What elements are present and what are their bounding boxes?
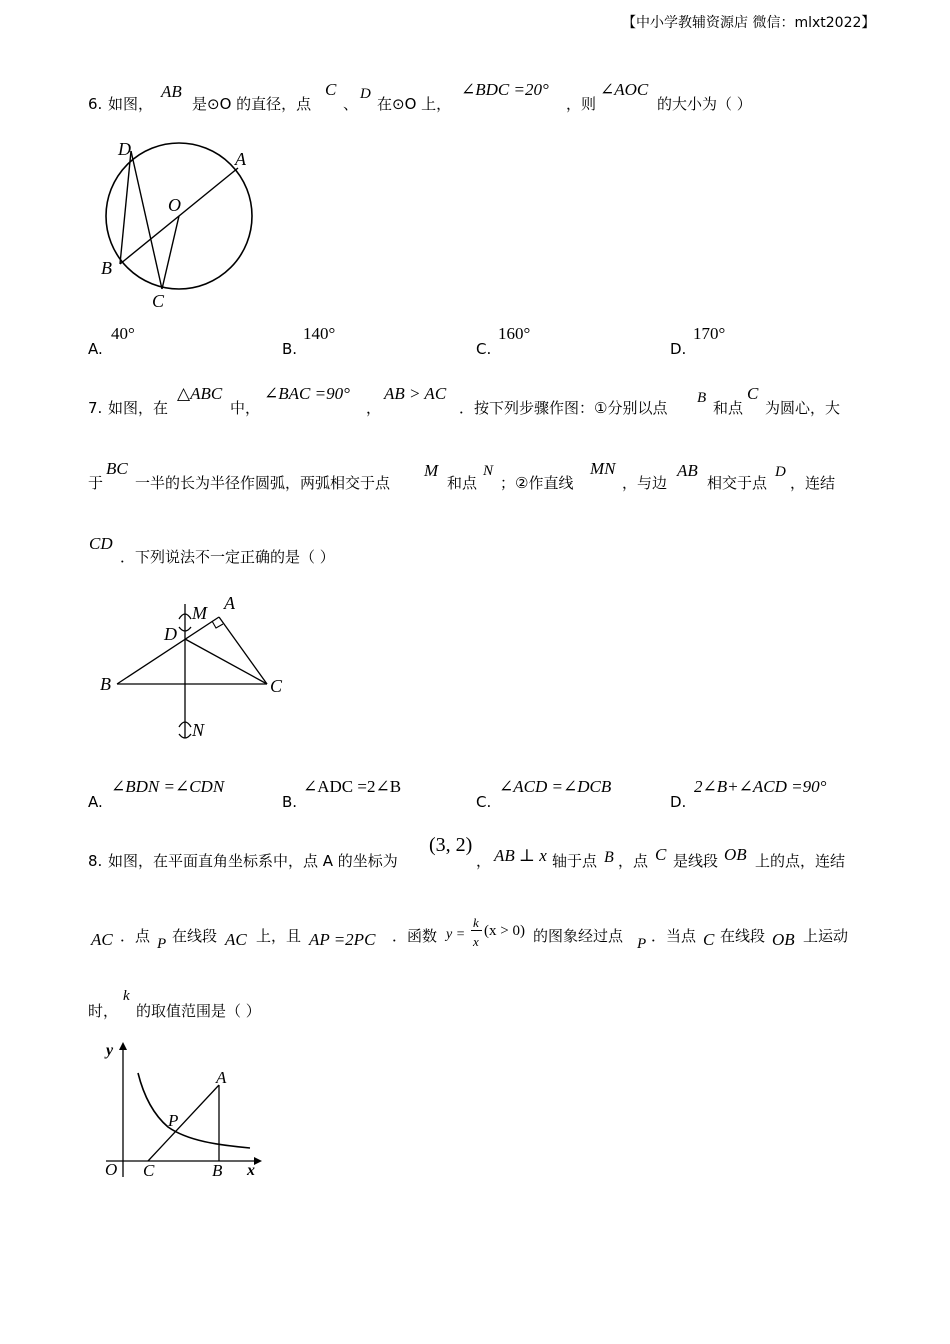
q7-l2-math-2: M (424, 461, 439, 480)
q8-hyperbola (138, 1073, 250, 1148)
q6-chord-dc (131, 151, 162, 289)
q8-l1-text-3: 轴于点 (552, 852, 598, 870)
q6-option-b-value[interactable]: 140° (303, 324, 336, 343)
q7-l2-text-6: 相交于点 (707, 474, 768, 492)
q8-func-y: y = (446, 927, 466, 942)
q6-math-ab: AB (161, 82, 182, 101)
q8-l2-text-5: 的图象经过点 (533, 927, 624, 945)
q7-l2-math-6: D (775, 464, 786, 480)
q7-label-n: N (192, 720, 205, 740)
q6-math-d: D (360, 86, 371, 102)
q7-l1-text-5: 和点 (713, 399, 744, 417)
q6-math-c: C (325, 80, 337, 99)
q8-y-axis-arrow (119, 1042, 127, 1050)
q7-l1-math-5: C (747, 384, 759, 403)
q7-label-c: C (270, 676, 283, 696)
q8-l2-math-5: P (637, 936, 647, 952)
q8-l3-text-2: 的取值范围是（ ） (136, 1002, 261, 1020)
q8-l1-math-2: AB ⊥ x (494, 846, 547, 865)
q7-l2-math-5: AB (677, 461, 698, 480)
q6-label-o: O (168, 195, 181, 215)
q7-number: 7. (88, 399, 103, 417)
q7-l1-math-1: △ABC (177, 384, 223, 403)
q8-l2-text-4: ．函数 (392, 927, 438, 945)
q7-l3-math-1: CD (89, 534, 113, 553)
q8-l1-text-5: 是线段 (673, 852, 719, 870)
q8-l2-math-7: OB (772, 930, 795, 949)
q7-option-b-letter[interactable]: B. (282, 793, 298, 811)
q6-option-a-value[interactable]: 40° (111, 324, 135, 343)
q7-right-angle-mark (212, 621, 223, 628)
q7-l2-math-3: N (483, 463, 494, 479)
q7-l2-text-1: 于 (88, 474, 104, 492)
q6-math-angle: ∠BDC =20° (461, 80, 549, 99)
q7-side-ac (219, 617, 267, 684)
q8-func-fraction-bar (471, 930, 482, 931)
q6-text-6: 的大小为（ ） (657, 95, 752, 113)
q6-label-d: D (118, 139, 131, 159)
q7-l1-text-2: 中， (230, 399, 261, 417)
q8-l3-text-1: 时， (88, 1002, 119, 1020)
q7-l2-text-4: ；②作直线 (500, 474, 574, 492)
q6-option-c-value[interactable]: 160° (498, 324, 531, 343)
q8-l2-math-1: AC (91, 930, 113, 949)
q7-l1-math-2: ∠BAC =90° (264, 384, 350, 403)
q7-label-b: B (100, 674, 111, 694)
q8-segment-ac (148, 1085, 219, 1161)
q6-text-1: 如图， (108, 95, 154, 113)
q7-l2-text-5: ，与边 (622, 474, 668, 492)
q8-x-axis-arrow (254, 1157, 262, 1165)
q7-option-a-value[interactable]: ∠BDN =∠CDN (111, 777, 225, 796)
q7-option-d-letter[interactable]: D. (670, 793, 687, 811)
q8-l2-math-3: AC (225, 930, 247, 949)
q7-label-m: M (192, 603, 207, 623)
q7-l3-text-1: ．下列说法不一定正确的是（ ） (120, 548, 335, 566)
q8-label-x: x (247, 1162, 255, 1179)
q7-l1-math-4: B (697, 390, 707, 406)
q8-l2-text-3: 上，且 (256, 927, 302, 945)
q6-option-a-letter[interactable]: A. (88, 340, 103, 358)
q8-label-c: C (143, 1161, 155, 1180)
q6-math-aoc: ∠AOC (600, 80, 649, 99)
q8-l2-text-1: ．点 (120, 927, 151, 945)
q7-option-d-value[interactable]: 2∠B+∠ACD =90° (694, 777, 827, 796)
q8-label-a: A (216, 1068, 227, 1087)
q6-number: 6. (88, 95, 103, 113)
q8-l1-math-3: B (604, 849, 614, 866)
q7-l1-text-1: 如图，在 (108, 399, 169, 417)
q8-label-y: y (106, 1042, 114, 1059)
q8-l1-text-1: 如图，在平面直角坐标系中，点 A 的坐标为 (108, 852, 398, 870)
q7-label-a: A (224, 593, 235, 613)
q7-l2-math-1: BC (106, 459, 128, 478)
q8-label-b: B (212, 1161, 223, 1180)
q7-l1-text-4: ．按下列步骤作图：①分别以点 (459, 399, 668, 417)
q6-text-4: 在⊙O 上， (377, 95, 452, 113)
q8-func-numerator: k (473, 915, 479, 930)
q7-l2-text-2: 一半的长为半径作圆弧，两弧相交于点 (135, 474, 391, 492)
q8-l1-math-5: OB (724, 845, 747, 864)
q7-label-d: D (164, 624, 177, 644)
q8-l2-text-8: 上运动 (803, 927, 849, 945)
q8-l2-math-4: AP =2PC (309, 930, 376, 949)
page-header: 【中小学教辅资源店 微信：mlxt2022】 (622, 15, 876, 31)
q6-label-b: B (101, 258, 112, 278)
q6-chord-db (120, 151, 131, 264)
q7-l1-math-3: AB > AC (384, 384, 447, 403)
q7-l2-text-3: 和点 (447, 474, 478, 492)
q8-l2-text-2: 在线段 (172, 927, 218, 945)
q7-option-c-letter[interactable]: C. (476, 793, 492, 811)
q8-l2-math-2: P (157, 936, 167, 952)
q6-option-d-value[interactable]: 170° (693, 324, 726, 343)
q8-l1-text-4: ，点 (618, 852, 649, 870)
q6-figure-circle (95, 135, 265, 310)
q7-figure-triangle (95, 590, 295, 750)
q8-l2-math-6: C (703, 930, 715, 949)
q6-text-5: ，则 (566, 95, 597, 113)
q7-option-a-letter[interactable]: A. (88, 793, 103, 811)
q8-func-denominator: x (473, 934, 479, 949)
q7-segment-cd (185, 639, 267, 684)
q7-option-c-value[interactable]: ∠ACD =∠DCB (499, 777, 612, 796)
q8-label-o: O (105, 1160, 118, 1179)
q8-l1-text-2: ， (476, 852, 492, 870)
q8-l2-text-6: ．当点 (651, 927, 697, 945)
q8-label-p: P (168, 1111, 179, 1130)
q6-label-c: C (152, 291, 165, 310)
q8-func-condition: (x > 0) (484, 923, 525, 939)
q6-option-d-letter[interactable]: D. (670, 340, 687, 358)
q8-figure-coordinate (98, 1035, 268, 1185)
q8-l1-math-1: (3, 2) (429, 834, 473, 856)
q6-text-2: 是⊙O 的直径，点 (192, 95, 312, 113)
q6-label-a: A (235, 149, 246, 169)
q8-l1-text-6: 上的点，连结 (755, 852, 846, 870)
q7-l2-text-7: ，连结 (790, 474, 836, 492)
q8-l1-math-4: C (655, 845, 667, 864)
q6-option-c-letter[interactable]: C. (476, 340, 492, 358)
q7-l2-math-4: MN (590, 459, 616, 478)
q6-text-3: 、 (343, 95, 359, 113)
q7-l1-text-6: 为圆心，大 (765, 399, 841, 417)
q7-option-b-value[interactable]: ∠ADC =2∠B (303, 777, 402, 796)
q6-option-b-letter[interactable]: B. (282, 340, 298, 358)
q8-l2-text-7: 在线段 (720, 927, 766, 945)
q8-number: 8. (88, 852, 103, 870)
q8-l3-math-1: k (123, 988, 130, 1004)
q7-l1-text-3: ， (366, 399, 382, 417)
